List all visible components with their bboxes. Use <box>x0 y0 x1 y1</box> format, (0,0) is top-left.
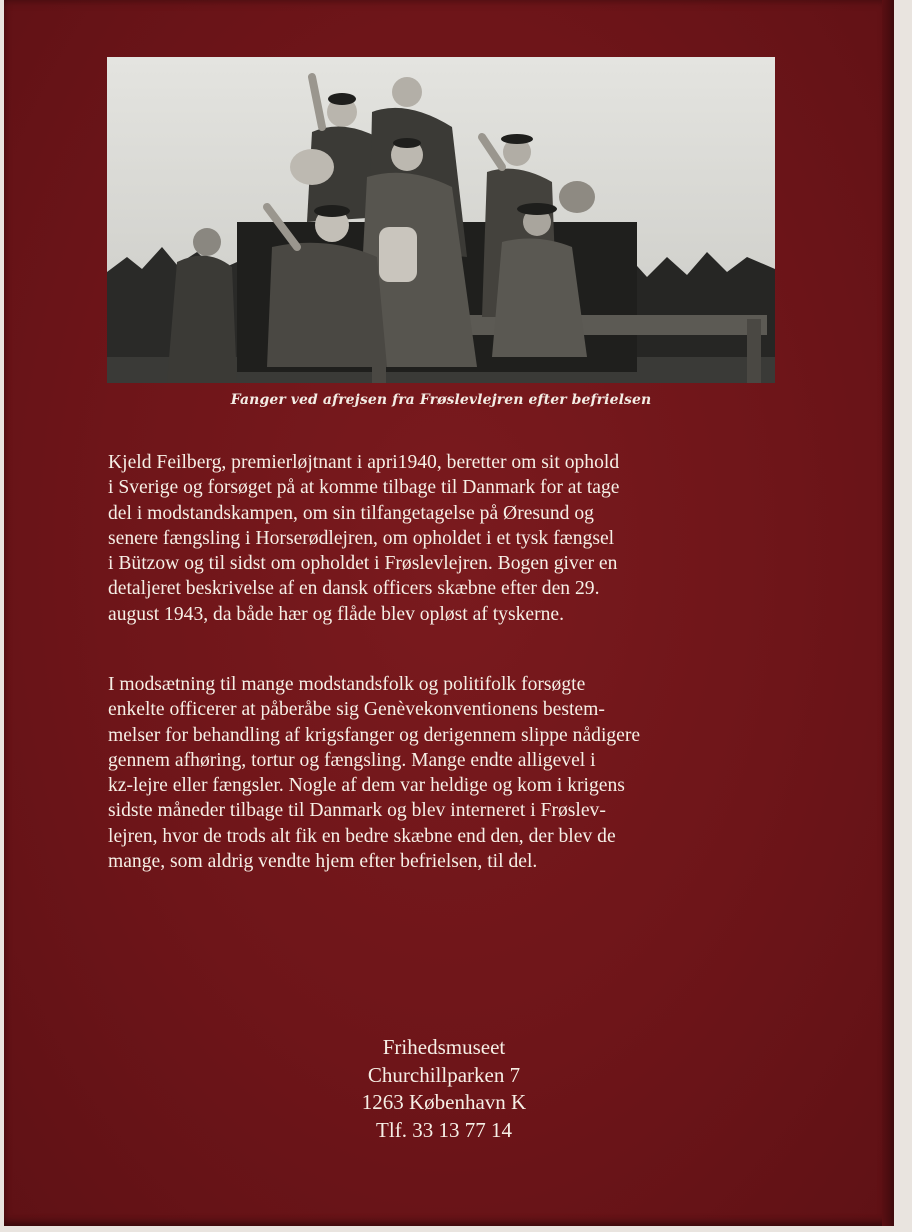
text-line: august 1943, da både hær og flåde blev opløst af tyskerne. <box>108 603 564 625</box>
text-line: del i modstandskampen, om sin tilfangetagelse på Øresund og <box>108 502 594 524</box>
photo-caption: Fanger ved afrejsen fra Frøslevlejren efter befrielsen <box>230 392 652 408</box>
description-paragraph-2 <box>108 672 784 874</box>
book-back-cover <box>4 0 894 1226</box>
publisher-address <box>254 1034 634 1144</box>
text-line: melser for behandling af krigsfanger og derigennem slippe nådigere <box>108 724 641 746</box>
publisher-city: 1263 København K <box>361 1090 527 1114</box>
text-line: lejren, hvor de trods alt fik en bedre skæbne end den, der blev de <box>108 825 616 847</box>
description-paragraph-1 <box>108 450 784 627</box>
text-line: Kjeld Feilberg, premierløjtnant i apri1940, beretter om sit ophold <box>108 452 620 473</box>
text-line: i Sverige og forsøget på at komme tilbage til Danmark for at tage <box>108 477 620 499</box>
text-line: I modsætning til mange modstandsfolk og politifolk forsøgte <box>108 674 586 695</box>
text-line: senere fængsling i Horserødlejren, om opholdet i et tysk fængsel <box>108 527 615 549</box>
text-line: sidste måneder tilbage til Danmark og blev interneret i Frøslev- <box>108 800 606 822</box>
cover-edge <box>882 0 894 1226</box>
text-line: gennem afhøring, tortur og fængsling. Mange endte alligevel i <box>108 749 596 771</box>
text-line: mange, som aldrig vendte hjem efter befrielsen, til del. <box>108 851 538 873</box>
publisher-phone: Tlf. 33 13 77 14 <box>376 1117 512 1142</box>
publisher-name: Frihedsmuseet <box>382 1035 506 1059</box>
cover-photo <box>107 57 775 383</box>
text-line: kz-lejre eller fængsler. Nogle af dem var heldige og kom i krigens <box>108 775 625 797</box>
text-line: enkelte officerer at påberåbe sig Genèvekonventionens bestem- <box>108 699 605 721</box>
publisher-street: Churchillparken 7 <box>367 1062 521 1087</box>
text-line: detaljeret beskrivelse af en dansk officers skæbne efter den 29. <box>108 578 600 600</box>
text-line: i Bützow og til sidst om opholdet i Frøslevlejren. Bogen giver en <box>108 553 618 575</box>
